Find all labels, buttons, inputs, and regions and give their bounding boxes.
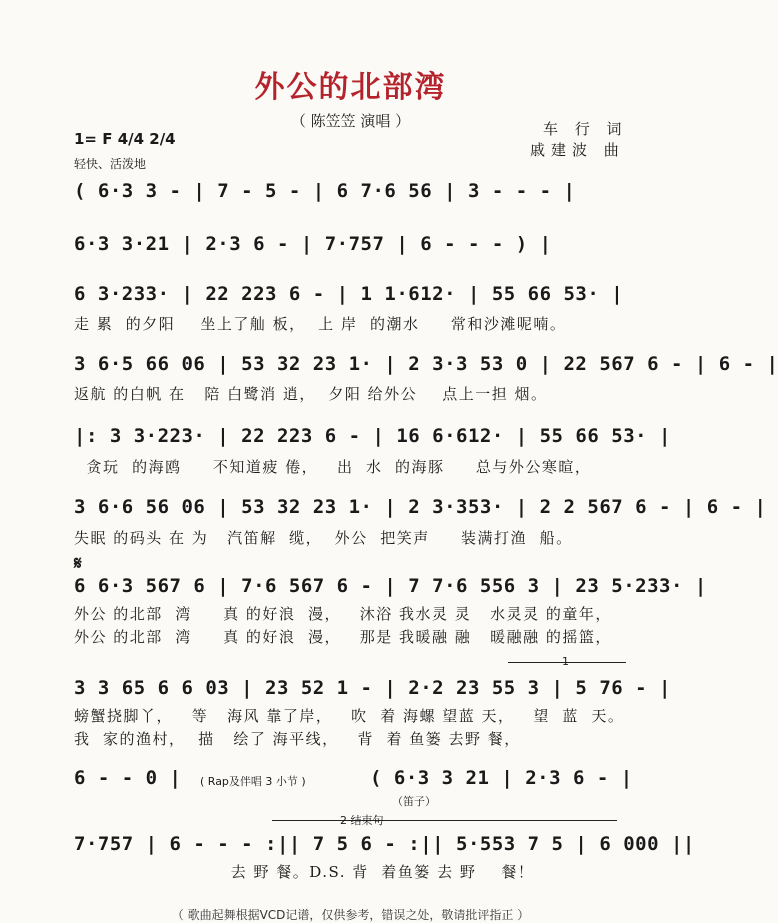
lyricist-credit: 车 行 词 xyxy=(543,120,628,138)
performer-line: （ 陈笠笠 演唱 ） xyxy=(290,112,411,130)
lyrics-row-10: 去 野 餐。D.S. 背 着鱼篓 去 野 餐！ xyxy=(74,863,535,881)
lyrics-row-7b: 外公 的北部 湾 真 的好浪 漫， 那是 我暖融 融 暖融融 的摇篮， xyxy=(74,628,612,646)
tempo-marking: 轻快、活泼地 xyxy=(74,157,147,171)
song-title: 外公的北部湾 xyxy=(254,70,447,105)
composer-credit: 戚建波 曲 xyxy=(530,141,625,159)
segno-sign: 𝄋 xyxy=(74,553,82,574)
notation-row-7: 6 6·3 567 6 | 7·6 567 6 - | 7 7·6 556 3 | 23 5·233· | xyxy=(74,575,707,597)
notation-row-5: |: 3 3·223· | 22 223 6 - | 16 6·612· | 55 66 53· | xyxy=(74,425,671,447)
volta-2-label: 2 结束句 xyxy=(340,814,384,827)
notation-row-2: 6·3 3·21 | 2·3 6 - | 7·757 | 6 - - - ) | xyxy=(74,233,552,255)
lyrics-row-7a: 外公 的北部 湾 真 的好浪 漫， 沐浴 我水灵 灵 水灵灵 的童年， xyxy=(74,605,612,623)
notation-row-3: 6 3·233· | 22 223 6 - | 1 1·612· | 55 66 53· | xyxy=(74,283,624,305)
flute-label: （笛子） xyxy=(392,795,436,808)
lyrics-row-4: 返航 的白帆 在 陪 白鹭消 逍， 夕阳 给外公 点上一担 烟。 xyxy=(74,385,548,403)
volta-bracket-2 xyxy=(272,820,617,821)
notation-row-9: 6 - - 0 | xyxy=(74,767,182,789)
rap-instruction: ( Rap及伴唱 3 小节 ) xyxy=(200,775,306,788)
notation-row-4: 3 6·5 66 06 | 53 32 23 1· | 2 3·3 53 0 | 22 567 6 - | 6 - | xyxy=(74,353,778,375)
lyrics-row-6: 失眠 的码头 在 为 汽笛解 缆， 外公 把笑声 装满打渔 船。 xyxy=(74,529,573,547)
notation-row-6: 3 6·6 56 06 | 53 32 23 1· | 2 3·353· | 2 2 567 6 - | 6 - | xyxy=(74,496,767,518)
notation-row-9-tail: ( 6·3 3 21 | 2·3 6 - | xyxy=(370,767,633,789)
notation-row-8: 3 3 65 6 6 03 | 23 52 1 - | 2·2 23 55 3 | 5 76 - | xyxy=(74,677,671,699)
lyrics-row-8b: 我 家的渔村， 描 绘了 海平线， 背 着 鱼篓 去野 餐， xyxy=(74,730,521,748)
lyrics-row-8a: 螃蟹挠脚丫， 等 海风 靠了岸， 吹 着 海螺 望蓝 天， 望 蓝 天。 xyxy=(74,707,625,725)
notation-row-1: ( 6·3 3 - | 7 - 5 - | 6 7·6 56 | 3 - - - | xyxy=(74,180,576,202)
key-signature: 1= F 4/4 2/4 xyxy=(74,130,176,148)
lyrics-row-3: 走 累 的夕阳 坐上了舢 板， 上 岸 的潮水 常和沙滩呢喃。 xyxy=(74,315,567,333)
volta-1-label: 1 xyxy=(562,655,569,668)
notation-row-10: 7·757 | 6 - - - :|| 7 5 6 - :|| 5·553 7 5 | 6 000 || xyxy=(74,833,695,855)
lyrics-row-5: 贪玩 的海鸥 不知道疲 倦， 出 水 的海豚 总与外公寒暄， xyxy=(74,458,592,476)
footer-note: （ 歌曲起舞根据VCD记谱，仅供参考，错误之处，敬请批评指正 ） xyxy=(171,908,530,922)
